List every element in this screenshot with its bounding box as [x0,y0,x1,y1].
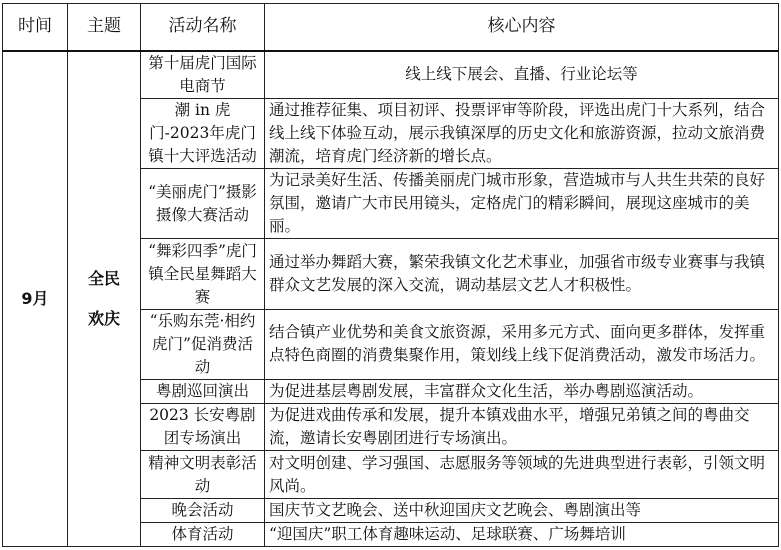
activity-name: “乐购东莞·相约虎门”促消费活动 [141,309,265,379]
header-core-content: 核心内容 [265,4,779,51]
theme-line-2: 欢庆 [87,308,120,328]
activity-content: 为促进基层粤剧发展，丰富群众文化生活，举办粤剧巡演活动。 [265,380,779,404]
activity-content: 通过推荐征集、项目初评、投票评审等阶段，评选出虎门十大系列，结合线上线下体验互动，展示我镇深厚的历史文化和旅游资源，拉动文旅消费潮流，培育虎门经济新的增长点。 [265,98,779,168]
theme-line-1: 全民 [87,268,120,288]
activity-name: “舞彩四季”虎门镇全民星舞蹈大赛 [141,239,265,309]
activity-name: 潮 in 虎门-2023年虎门镇十大评选活动 [141,98,265,168]
activity-content: “迎国庆”职工体育趣味运动、足球联赛、广场舞培训 [265,522,779,546]
activity-name: 粤剧巡回演出 [141,380,265,404]
activity-content: 为记录美好生活、传播美丽虎门城市形象，营造城市与人共生共荣的良好氛围，邀请广大市民用镜头，定格虎门的精彩瞬间，展现这座城市的美丽。 [265,169,779,239]
activity-name: 2023 长安粤剧团专场演出 [141,404,265,451]
activity-content: 结合镇产业优势和美食文旅资源，采用多元方式、面向更多群体，发挥重点特色商圈的消费集聚作用，策划线上线下促消费活动，激发市场活力。 [265,309,779,379]
month-cell: 9月 [3,51,68,547]
header-row [3,4,779,51]
activity-name: 精神文明表彰活动 [141,451,265,498]
table-row [3,51,779,99]
header-theme: 主题 [68,4,141,51]
theme-cell [68,51,141,547]
activity-content: 为促进戏曲传承和发展，提升本镇戏曲水平，增强兄弟镇之间的粤曲交流，邀请长安粤剧团进行专场演出。 [265,404,779,451]
activity-name: 体育活动 [141,522,265,546]
activity-name: “美丽虎门”摄影摄像大赛活动 [141,169,265,239]
header-time: 时间 [3,4,68,51]
activity-name: 晚会活动 [141,498,265,522]
activity-name: 第十届虎门国际电商节 [141,51,265,99]
activity-content: 通过举办舞蹈大赛，繁荣我镇文化艺术事业，加强省市级专业赛事与我镇群众文艺发展的深入交流，调动基层文艺人才积极性。 [265,239,779,309]
header-activity-name: 活动名称 [141,4,265,51]
activity-content: 对文明创建、学习强国、志愿服务等领域的先进典型进行表彰，引领文明风尚。 [265,451,779,498]
activity-content: 线上线下展会、直播、行业论坛等 [265,51,779,99]
activity-content: 国庆节文艺晚会、送中秋迎国庆文艺晚会、粤剧演出等 [265,498,779,522]
activity-table [2,3,779,547]
